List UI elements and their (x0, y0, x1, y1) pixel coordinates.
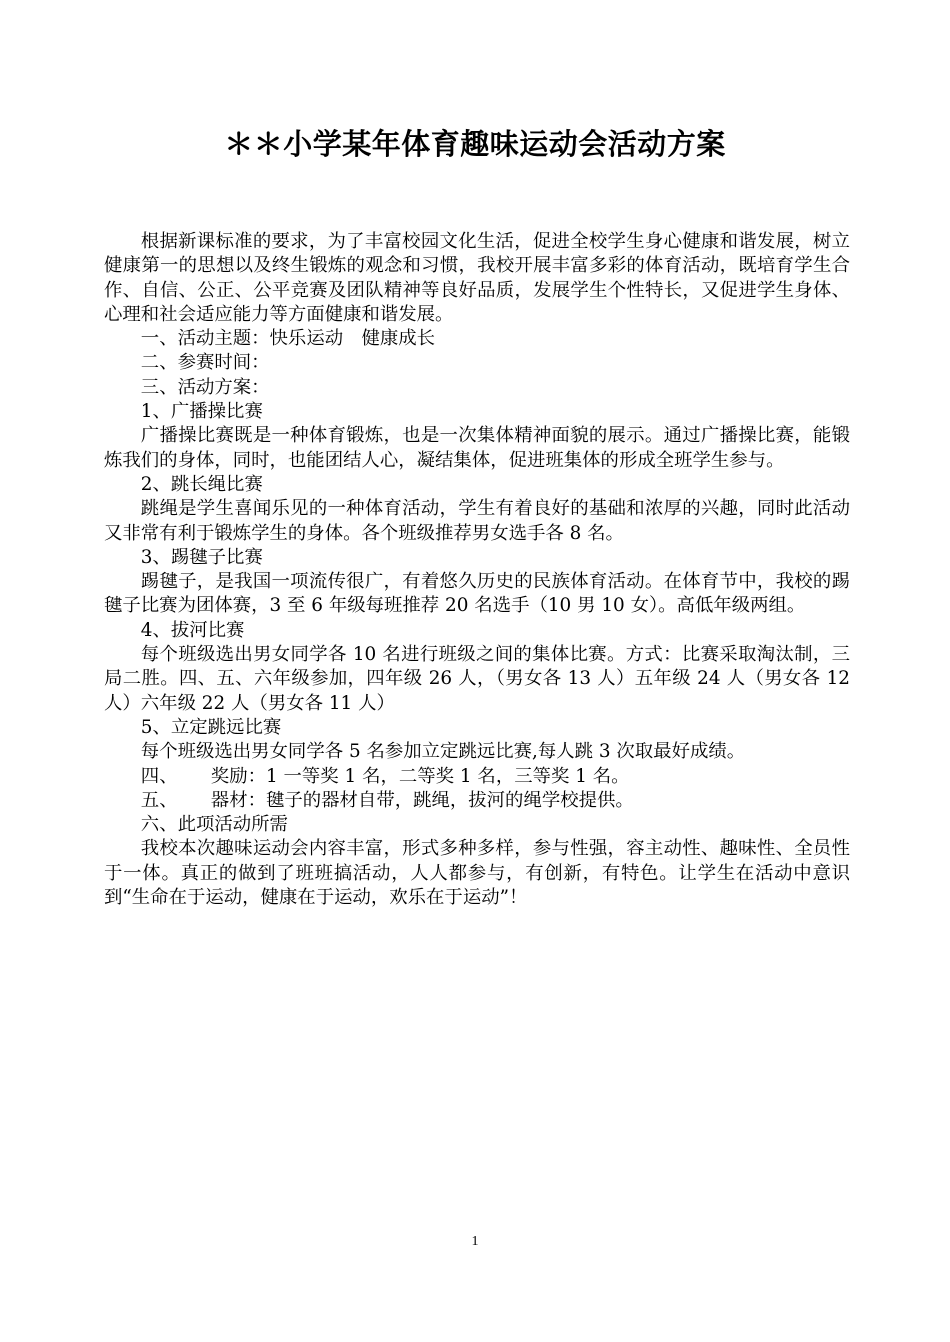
section-needs: 六、此项活动所需 (140, 814, 288, 836)
intro-paragraph: 根据新课标准的要求，为了丰富校园文化生活，促进全校学生身心健康和谐发展，树立健康第一的思想以及终生锻炼的观念和习惯，我校开展丰富多彩的体育活动，既培育学生合作、自信、公正、公平竞赛及团队精神等良好品质，发展学生个性特长，又促进学生身体、心理和社会适应能力等方面健康和谐发展。 (104, 231, 850, 325)
item5-heading: 5、立定跳远比赛 (140, 716, 282, 738)
item1-paragraph: 广播操比赛既是一种体育锻炼，也是一次集体精神面貌的展示。通过广播操比赛，能锻炼我们的身体，同时，也能团结人心，凝结集体，促进班集体的形成全班学生参与。 (104, 425, 850, 471)
section-equipment (104, 789, 850, 813)
equipment-number: 五、 (140, 789, 178, 811)
closing-paragraph: 我校本次趣味运动会内容丰富，形式多种多样，参与性强，容主动性、趣味性、全员性于一体。真正的做到了班班搞活动，人人都参与，有创新，有特色。让学生在活动中意识到“生命在于运动，健康在于运动，欢乐在于运动”！ (104, 838, 850, 909)
item2-heading: 2、跳长绳比赛 (140, 473, 263, 495)
item3-paragraph: 踢毽子，是我国一项流传很广，有着悠久历史的民族体育活动。在体育节中，我校的踢毽子比赛为团体赛，3 至 6 年级每班推荐 20 名选手（10 男 10 女）。高低年级两组。 (104, 571, 850, 617)
item2-paragraph: 跳绳是学生喜闻乐见的一种体育活动，学生有着良好的基础和浓厚的兴趣，同时此活动又非常有利于锻炼学生的身体。各个班级推荐男女选手各 8 名。 (104, 498, 850, 544)
section-award (104, 765, 850, 789)
award-number: 四、 (140, 765, 178, 787)
section-time: 二、参赛时间： (140, 352, 270, 374)
item5-paragraph: 每个班级选出男女同学各 5 名参加立定跳远比赛,每人跳 3 次取最好成绩。 (140, 741, 746, 763)
section-theme: 一、活动主题：快乐运动 健康成长 (140, 328, 436, 350)
item4-heading: 4、拔河比赛 (140, 619, 245, 641)
item3-heading: 3、踢毽子比赛 (140, 546, 263, 568)
page-number: 1 (471, 1234, 479, 1249)
item4-paragraph: 每个班级选出男女同学各 10 名进行班级之间的集体比赛。方式：比赛采取淘汰制，三局二胜。四、五、六年级参加，四年级 26 人，（男女各 13 人）五年级 24 人（男女各 12 人）六年级 22 人（男女各 11 人） (104, 644, 850, 714)
document-title: ＊＊小学某年体育趣味运动会活动方案 (224, 127, 726, 161)
item1-heading: 1、广播操比赛 (140, 401, 263, 423)
equipment-text: 器材：毽子的器材自带，跳绳，拔河的绳学校提供。 (210, 789, 634, 811)
section-plan: 三、活动方案： (140, 376, 270, 398)
document-body (104, 230, 850, 910)
award-text: 奖励：1 一等奖 1 名，二等奖 1 名，三等奖 1 名。 (210, 765, 630, 787)
